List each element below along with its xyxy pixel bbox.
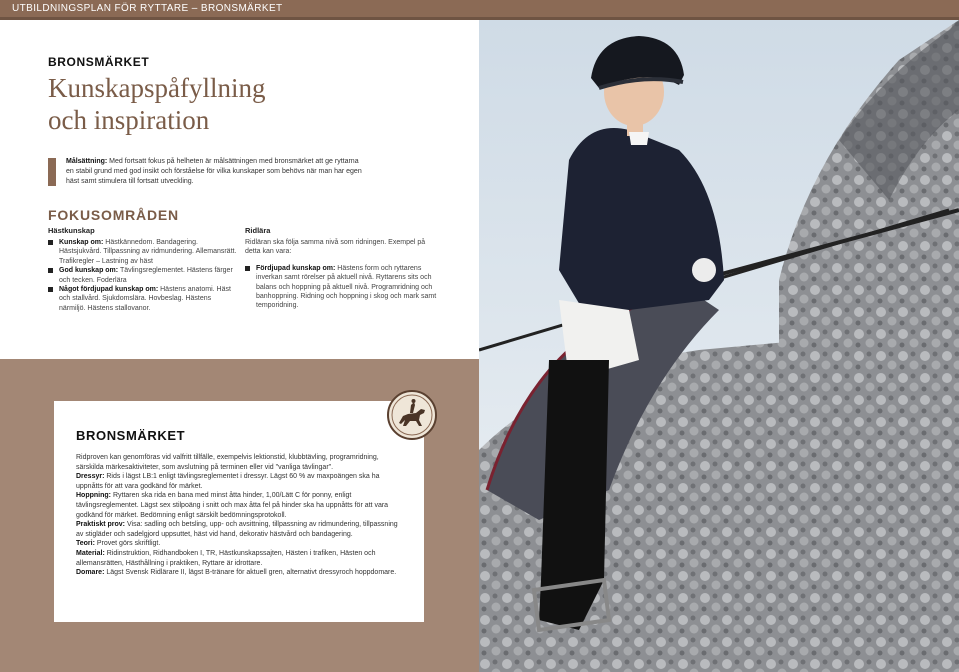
card-entry — [76, 539, 406, 549]
item-text: Tävlingsreglementet. Hästens färger och tecken. Foderlära — [59, 267, 233, 284]
entry-text: Visa: sadling och betsling, upp- och avsittning, tillpassning av ridmundering, tillpassning av stigläder och sadelgjord uppsuttet, häst vid hand, dekorativ hästvård och bandagering. — [76, 521, 398, 538]
focus-heading: FOKUSOMRÅDEN — [48, 207, 179, 223]
list-item — [245, 264, 440, 311]
card-entry — [76, 491, 406, 520]
ridlara-list — [245, 238, 440, 311]
running-title: UTBILDNINGSPLAN FÖR RYTTARE – BRONSMÄRKET — [12, 3, 283, 14]
item-text: Hästens anatomi. Häst och stallvård. Sjukdomslära. Hovbeslag. Hästens närmiljö. Hästens stallovanor. — [59, 286, 231, 312]
section-kicker: BRONSMÄRKET — [48, 55, 150, 69]
card-entry — [76, 520, 406, 539]
item-label: Något fördjupad kunskap om: — [59, 286, 159, 294]
item-label: Fördjupad kunskap om: — [256, 264, 336, 272]
hastkunskap-list — [48, 238, 238, 313]
goal-label: Målsättning: — [66, 158, 108, 165]
entry-text: Lägst Svensk Ridlärare II, lägst B-tränare för aktuell gren, alternativt dressyroch hoppdomare. — [104, 569, 397, 577]
column-heading-hastkunskap: Hästkunskap — [48, 226, 95, 235]
entry-label: Dressyr: — [76, 473, 105, 481]
entry-label: Teori: — [76, 540, 95, 548]
rider-photo — [479, 20, 959, 672]
card-intro: Ridproven kan genomföras vid valfritt tillfälle, exempelvis lektionstid, klubbtävling, programridning, särskilda märkesaktiviteter, som avslutning på terminen eller vid "vanliga tävlingar". — [76, 454, 379, 471]
square-bullet-icon — [48, 240, 53, 245]
entry-label: Material: — [76, 549, 105, 557]
entry-text: Provet görs skriftligt. — [94, 540, 161, 548]
entry-label: Domare: — [76, 569, 105, 577]
intro-section — [0, 20, 479, 359]
title-line-1: Kunskapspåfyllning — [48, 73, 266, 103]
card-body — [76, 453, 406, 578]
square-bullet-icon — [245, 266, 250, 271]
column-heading-ridlara: Ridlära — [245, 226, 271, 235]
card-entry — [76, 568, 406, 578]
entry-label: Praktiskt prov: — [76, 521, 126, 529]
horse-rider-emblem-icon — [386, 389, 438, 441]
entry-text: Ryttaren ska rida en bana med minst åtta hinder, 1,00/Lätt C för ponny, enligt tävlingsreglementet. Lägst sex stilpoäng i snitt och max åtta fel på hinder ska ha uppnåtts för att vara godkänd för märket. Bedömning enligt särskilt bedömningsprotokoll. — [76, 492, 389, 519]
rider-on-horse-image — [479, 20, 959, 672]
goal-text: Med fortsatt fokus på helheten är målsättningen med bronsmärket att ge ryttarna en stabil grund med god insikt och förståelse för vilka kunskaper som behövs när man har egen häst samt stimulera till fortsatt utveckling. — [66, 158, 362, 185]
running-header — [0, 0, 959, 20]
entry-text: Rids i lägst LB:1 enligt tävlingsreglementet i dressyr. Lägst 60 % av maxpoängen ska ha uppnåtts för att vara godkänd för märket. — [76, 473, 380, 490]
bronsmarket-card — [54, 401, 424, 622]
card-entry — [76, 549, 406, 568]
goal-paragraph — [66, 157, 366, 187]
item-text: Hästkännedom. Bandagering. Hästsjukvård. Tillpassning av ridmundering. Allemansrätt. Trafikregler – Lastning av häst — [59, 239, 237, 265]
goal-accent-bar — [48, 158, 56, 186]
page-title — [48, 72, 448, 136]
square-bullet-icon — [48, 268, 53, 273]
entry-text: Ridinstruktion, Ridhandboken I, TR, Hästkunskapssajten, Hästen i trafiken, Hästen och allemansrätten, Hästhållning i praktiken, Ryttare är idrottare. — [76, 549, 376, 567]
list-item — [48, 285, 238, 313]
item-label: God kunskap om: — [59, 267, 119, 275]
card-entry — [76, 472, 406, 491]
list-item — [48, 266, 238, 285]
item-label: Kunskap om: — [59, 239, 104, 246]
list-item — [48, 238, 238, 266]
title-line-2: och inspiration — [48, 105, 210, 135]
entry-label: Hoppning: — [76, 492, 111, 500]
ridlara-intro: Ridläran ska följa samma nivå som ridningen. Exempel på detta kan vara: — [245, 239, 426, 256]
card-heading: BRONSMÄRKET — [76, 428, 186, 443]
square-bullet-icon — [48, 287, 53, 292]
item-text: Hästens form och ryttarens inverkan samt rörelser på aktuell nivå. Ryttarens sits och balans och hoppning på aktuell nivå. Programridning och banhoppning. Ridning och hoppning i skog och mark samt temporidning. — [256, 264, 437, 310]
